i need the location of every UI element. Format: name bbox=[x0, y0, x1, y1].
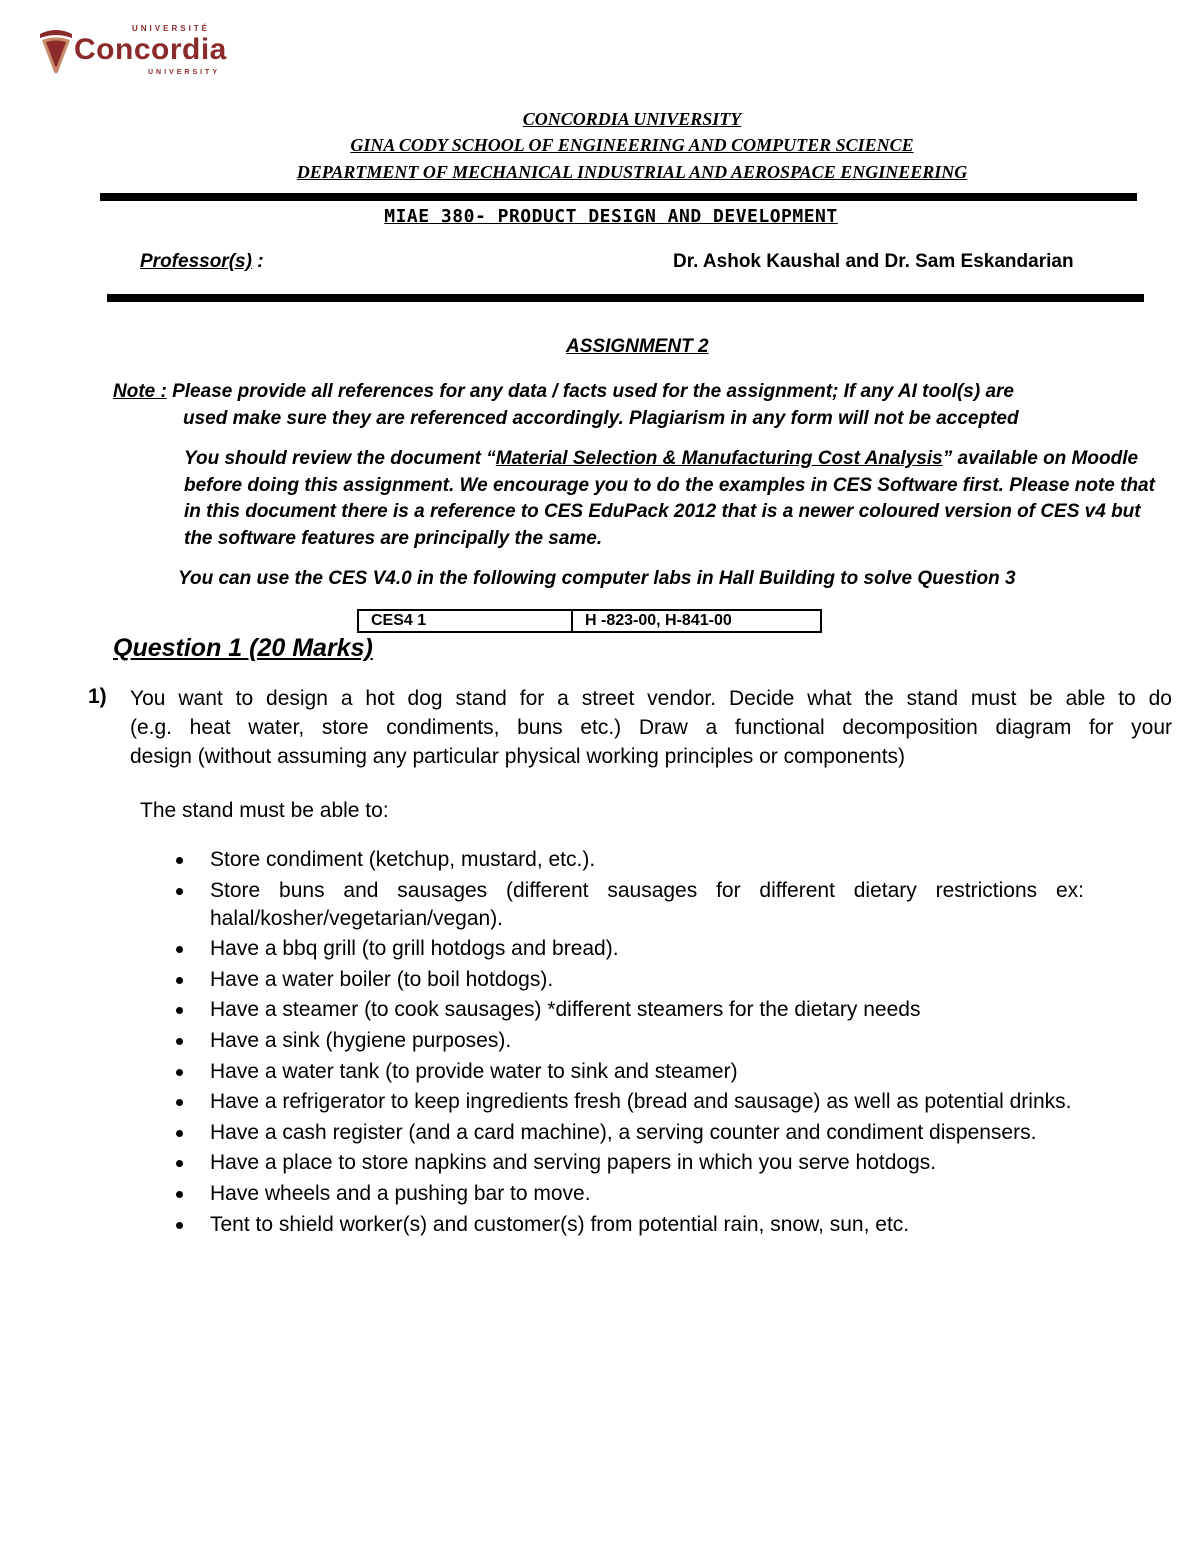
university-logo bbox=[36, 24, 246, 82]
university-name: CONCORDIA UNIVERSITY bbox=[522, 109, 742, 129]
review-paragraph bbox=[184, 446, 1174, 552]
list-item bbox=[176, 1119, 1084, 1147]
header-rule-bottom bbox=[107, 294, 1144, 302]
note-label: Note : bbox=[113, 381, 167, 402]
bullet-icon bbox=[176, 1038, 183, 1045]
logo-top-word: UNIVERSITÉ bbox=[132, 24, 211, 33]
lab-table bbox=[357, 609, 822, 633]
bullet-icon bbox=[176, 1069, 183, 1076]
list-item-text: Store condiment (ketchup, mustard, etc.). bbox=[210, 848, 596, 871]
logo-bottom-word: UNIVERSITY bbox=[148, 69, 221, 76]
professor-names: Dr. Ashok Kaushal and Dr. Sam Eskandarian bbox=[673, 251, 1074, 272]
list-item bbox=[176, 935, 1084, 963]
list-item bbox=[176, 846, 1084, 874]
list-item-text: Store buns and sausages (different sausages for different dietary restrictions ex: halal/kosher/vegetarian/vegan). bbox=[210, 878, 1084, 930]
question-1-text bbox=[130, 684, 1172, 771]
list-item-text: Have a refrigerator to keep ingredients fresh (bread and sausage) as well as potential drinks. bbox=[210, 1090, 1072, 1114]
question-line-2: (e.g. heat water, store condiments, buns etc.) Draw a functional decomposition diagram for your bbox=[130, 716, 1172, 739]
review-pre: You should review the document “ bbox=[184, 448, 496, 469]
bullet-icon bbox=[176, 977, 183, 984]
list-item-text: Have a water boiler (to boil hotdogs). bbox=[210, 967, 554, 991]
question-number: 1) bbox=[88, 685, 107, 708]
bullet-icon bbox=[176, 1007, 183, 1014]
list-item-text: Have a steamer (to cook sausages) *different steamers for the dietary needs bbox=[210, 998, 921, 1022]
list-item bbox=[176, 1058, 1084, 1086]
question-line-1: You want to design a hot dog stand for a street vendor. Decide what the stand must be able to do bbox=[130, 687, 1172, 710]
labs-text: You can use the CES V4.0 in the following computer labs in Hall Building to solve Question 3 bbox=[178, 568, 1016, 589]
list-item-text: Have a cash register (and a card machine), a serving counter and condiment dispensers. bbox=[210, 1120, 1037, 1144]
bullet-icon bbox=[176, 1160, 183, 1167]
lab-rooms-cell: H -823-00, H-841-00 bbox=[572, 610, 821, 632]
logo-wordmark: Concordia bbox=[74, 33, 227, 66]
professor-label-text: Professor(s) bbox=[140, 251, 252, 272]
header-rule-top bbox=[100, 193, 1137, 201]
list-item-text: Have a water tank (to provide water to sink and steamer) bbox=[210, 1059, 738, 1083]
review-post: ” available on Moodle before doing this assignment. We encourage you to do the examples in CES Software first. Please note that in this document there is a reference to CES EduPack 2012 that is a newer coloured version of CES v4 but the software features are principally the same. bbox=[184, 448, 1155, 549]
list-item bbox=[176, 1088, 1084, 1116]
bullet-icon bbox=[176, 857, 183, 864]
list-item bbox=[176, 1211, 1084, 1239]
question-1-heading: Question 1 (20 Marks) bbox=[113, 634, 373, 662]
crest-icon bbox=[36, 28, 76, 76]
list-item-text: Have a bbq grill (to grill hotdogs and bread). bbox=[210, 937, 619, 961]
bullet-icon bbox=[176, 1130, 183, 1137]
assignment-note bbox=[113, 378, 1173, 432]
professor-label-colon: : bbox=[251, 251, 264, 272]
list-item-text: Have a sink (hygiene purposes). bbox=[210, 1028, 512, 1052]
list-item bbox=[176, 1149, 1084, 1177]
list-item bbox=[176, 996, 1084, 1024]
list-item bbox=[176, 877, 1084, 933]
bullet-icon bbox=[176, 1099, 183, 1106]
requirements-intro: The stand must be able to: bbox=[140, 799, 389, 822]
professor-label bbox=[140, 251, 264, 273]
bullet-icon bbox=[176, 1222, 183, 1229]
department-name: DEPARTMENT OF MECHANICAL INDUSTRIAL AND AEROSPACE ENGINEERING bbox=[296, 162, 968, 182]
assignment-title: ASSIGNMENT 2 bbox=[566, 336, 709, 357]
table-row bbox=[358, 610, 821, 632]
note-line-2: used make sure they are referenced accordingly. Plagiarism in any form will not be accepted bbox=[183, 408, 1019, 429]
school-name: GINA CODY SCHOOL OF ENGINEERING AND COMPUTER SCIENCE bbox=[350, 135, 914, 155]
list-item-text: Tent to shield worker(s) and customer(s) from potential rain, snow, sun, etc. bbox=[210, 1212, 910, 1236]
bullet-icon bbox=[176, 946, 183, 953]
bullet-icon bbox=[176, 1191, 183, 1198]
review-document-link[interactable]: Material Selection & Manufacturing Cost Analysis bbox=[495, 448, 943, 469]
list-item bbox=[176, 1027, 1084, 1055]
list-item-text: Have wheels and a pushing bar to move. bbox=[210, 1181, 591, 1205]
list-item bbox=[176, 966, 1084, 994]
course-title: MIAE 380- PRODUCT DESIGN AND DEVELOPMENT bbox=[384, 206, 838, 227]
lab-software-cell: CES4 1 bbox=[358, 610, 572, 632]
list-item-text: Have a place to store napkins and serving papers in which you serve hotdogs. bbox=[210, 1151, 937, 1175]
requirements-list bbox=[176, 846, 1084, 1241]
note-line-1: Please provide all references for any data / facts used for the assignment; If any AI tool(s) are bbox=[166, 381, 1014, 402]
question-line-3: design (without assuming any particular physical working principles or components) bbox=[130, 745, 906, 768]
list-item bbox=[176, 1180, 1084, 1208]
bullet-icon bbox=[176, 888, 183, 895]
